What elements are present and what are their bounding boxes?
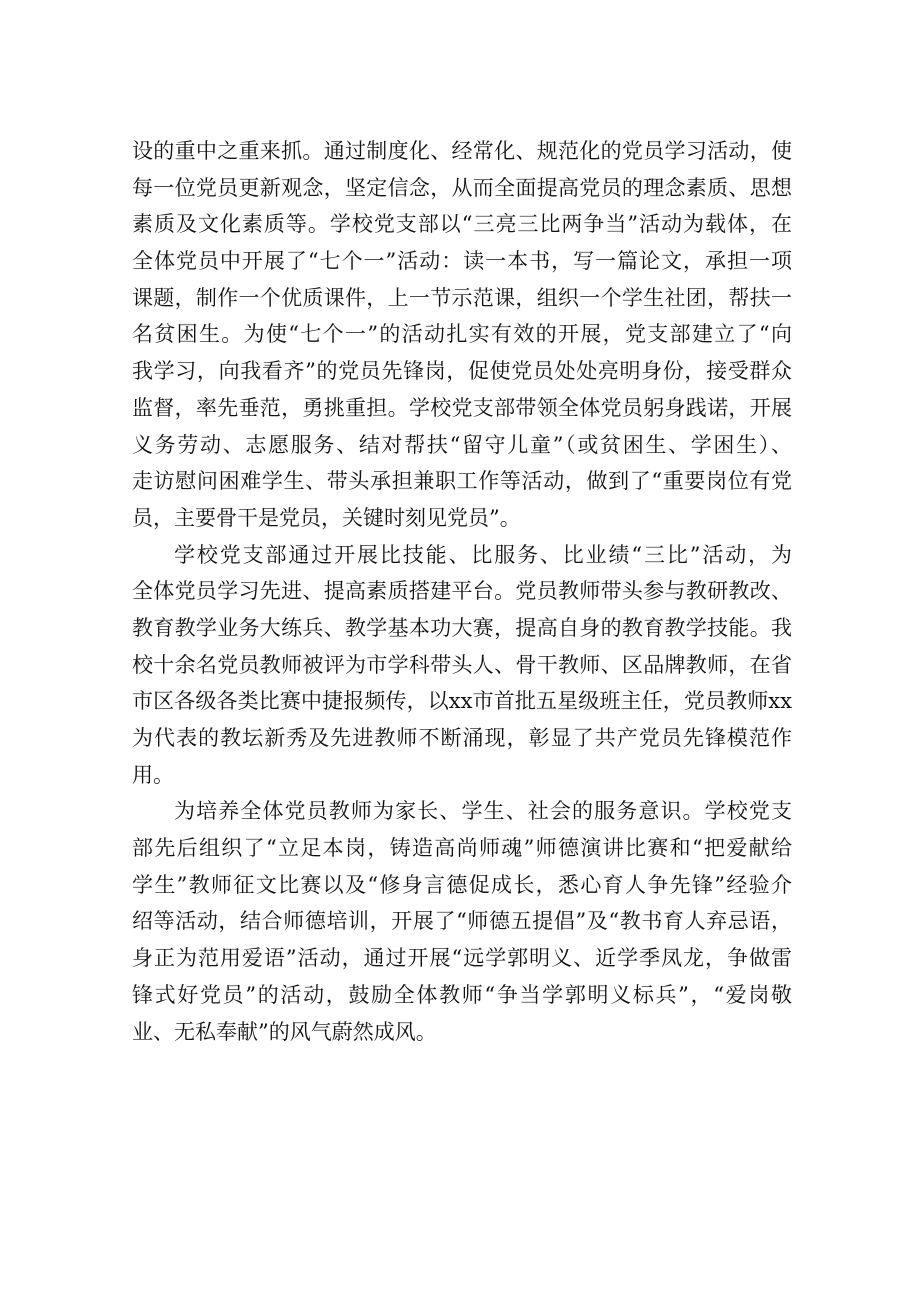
text-line: 为代表的教坛新秀及先进教师不断涌现，彰显了共产党员先锋模范作 [132, 726, 792, 750]
text-line: 监督，率先垂范，勇挑重担。学校党支部带领全体党员躬身践诺，开展 [132, 395, 792, 420]
document-body [132, 133, 792, 1050]
text-line: 全体党员学习先进、提高素质搭建平台。党员教师带头参与教研教改、 [132, 579, 792, 604]
text-line: 市区各级各类比赛中捷报频传，以xx市首批五星级班主任，党员教师xx [132, 689, 792, 714]
text-line: 业、无私奉献”的风气蔚然成风。 [132, 1019, 437, 1044]
text-line: 设的重中之重来抓。通过制度化、经常化、规范化的党员学习活动，使 [132, 139, 792, 163]
paragraph-2 [132, 537, 792, 794]
text-line: 全体党员中开展了“七个一”活动：读一本书，写一篇论文，承担一项 [132, 249, 792, 274]
paragraph-3 [132, 793, 792, 1050]
text-line: 课题，制作一个优质课件，上一节示范课，组织一个学生社团，帮扶一 [132, 285, 792, 310]
text-line: 绍等活动，结合师德培训，开展了“师德五提倡”及“教书育人弃忌语， [132, 909, 792, 934]
text-line: 为培养全体党员教师为家长、学生、社会的服务意识。学校党支 [174, 799, 792, 824]
text-line: 名贫困生。为使“七个一”的活动扎实有效的开展，党支部建立了“向 [132, 322, 792, 347]
text-line: 员，主要骨干是党员，关键时刻见党员”。 [132, 505, 521, 530]
text-line: 素质及文化素质等。学校党支部以“三亮三比两争当”活动为载体，在 [132, 212, 792, 237]
text-line: 锋式好党员”的活动，鼓励全体教师“争当学郭明义标兵”，“爱岗敬 [132, 982, 792, 1007]
text-line: 学校党支部通过开展比技能、比服务、比业绩“三比”活动，为 [174, 542, 792, 567]
text-line: 身正为范用爱语”活动，通过开展“远学郭明义、近学季凤龙，争做雷 [132, 946, 792, 971]
text-line: 走访慰问困难学生、带头承担兼职工作等活动，做到了“重要岗位有党 [132, 469, 792, 494]
text-line: 用。 [132, 762, 174, 787]
text-line: 学生”教师征文比赛以及“修身言德促成长，悉心育人争先锋”经验介 [132, 872, 792, 897]
text-line: 每一位党员更新观念，坚定信念，从而全面提高党员的理念素质、思想 [132, 175, 792, 200]
text-line: 义务劳动、志愿服务、结对帮扶“留守儿童”（或贫困生、学困生）、 [132, 432, 792, 457]
text-line: 教育教学业务大练兵、教学基本功大赛，提高自身的教育教学技能。我 [132, 615, 792, 640]
text-line: 校十余名党员教师被评为市学科带头人、骨干教师、区品牌教师，在省 [132, 652, 792, 677]
text-line: 部先后组织了“立足本岗，铸造高尚师魂”师德演讲比赛和“把爱献给 [132, 836, 792, 861]
paragraph-1 [132, 133, 792, 537]
text-line: 我学习，向我看齐”的党员先锋岗，促使党员处处亮明身份，接受群众 [132, 359, 792, 384]
